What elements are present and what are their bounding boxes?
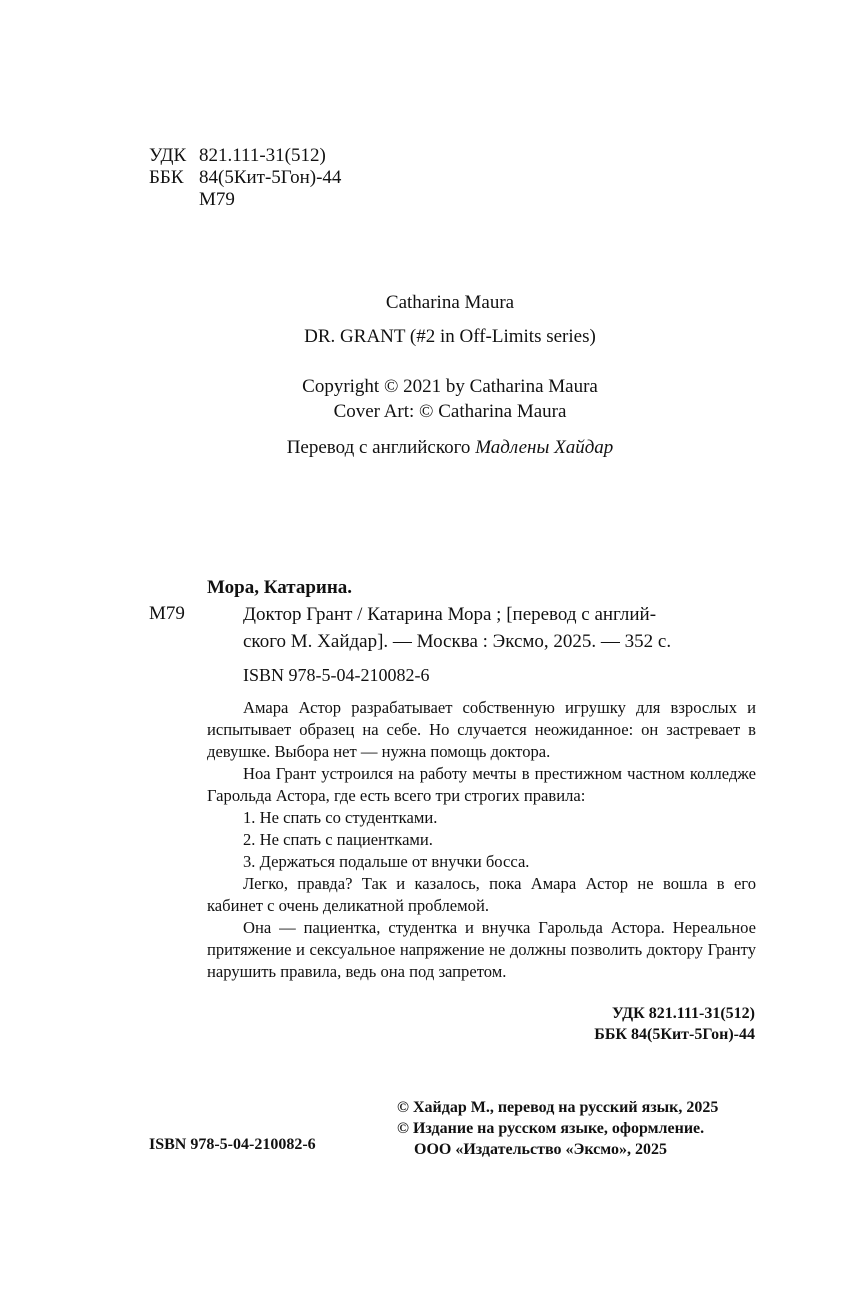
copyright-block: [397, 1097, 718, 1160]
card-description: [243, 601, 755, 655]
annotation-paragraph: Ноа Грант устроился на работу мечты в престижном частном колледже Гарольда Астора, где есть всего три строгих правила:: [207, 764, 756, 805]
copyright-publisher: ООО «Издательство «Эксмо», 2025: [414, 1141, 667, 1158]
original-title: DR. GRANT (#2 in Off-Limits series): [304, 326, 596, 347]
translator-name: Мадлены Хайдар: [475, 437, 614, 458]
copyright-edition: © Издание на русском языке, оформление.: [397, 1120, 705, 1137]
annotation-rule: 2. Не спать с пациентками.: [243, 830, 433, 849]
bbk-value: 84(5Кит-5Гон)-44: [199, 167, 342, 188]
card-isbn: ISBN 978-5-04-210082-6: [243, 665, 430, 685]
copyright-translation: © Хайдар М., перевод на русский язык, 2025: [397, 1099, 719, 1116]
annotation: [207, 697, 756, 983]
cover-art-line: Cover Art: © Catharina Maura: [333, 401, 567, 422]
card-author-mark: М79: [149, 603, 185, 624]
author-mark-top: М79: [199, 189, 235, 210]
card-author-heading: Мора, Катарина.: [207, 577, 353, 598]
bottom-udk: УДК 821.111-31(512): [612, 1005, 755, 1022]
udk-value: 821.111-31(512): [199, 145, 326, 166]
original-author: Catharina Maura: [385, 292, 515, 313]
translation-prefix: Перевод с английского: [286, 437, 471, 458]
annotation-rule: 3. Держаться подальше от внучки босса.: [243, 852, 530, 871]
bbk-label: ББК: [149, 167, 184, 188]
udk-row: [149, 145, 326, 167]
card-description-line: ского М. Хайдар]. — Москва : Эксмо, 2025. — 352 с.: [243, 631, 672, 652]
translation-line: [0, 437, 844, 459]
annotation-paragraph: Амара Астор разрабатывает собственную игрушку для взрослых и испытывает образец на себе. Но случается неожиданное: он застревает в девушке. Выбора нет — нужна помощь доктора.: [207, 698, 756, 761]
annotation-rule: 1. Не спать со студентками.: [243, 808, 438, 827]
copyright-line: Copyright © 2021 by Catharina Maura: [302, 376, 598, 397]
udk-label: УДК: [149, 145, 187, 166]
bottom-bbk: ББК 84(5Кит-5Гон)-44: [594, 1026, 755, 1043]
annotation-paragraph: Легко, правда? Так и казалось, пока Амара Астор не вошла в его кабинет с очень деликатной проблемой.: [207, 874, 756, 915]
bottom-codes: [480, 1003, 755, 1045]
bbk-row: [149, 167, 341, 189]
card-description-line: Доктор Грант / Катарина Мора ; [перевод с англий-: [243, 604, 657, 625]
bottom-isbn: ISBN 978-5-04-210082-6: [149, 1136, 316, 1153]
annotation-paragraph: Она — пациентка, студентка и внучка Гарольда Астора. Нереальное притяжение и сексуальное напряжение не должны позволить доктору Гранту нарушить правила, ведь она под запретом.: [207, 918, 756, 981]
